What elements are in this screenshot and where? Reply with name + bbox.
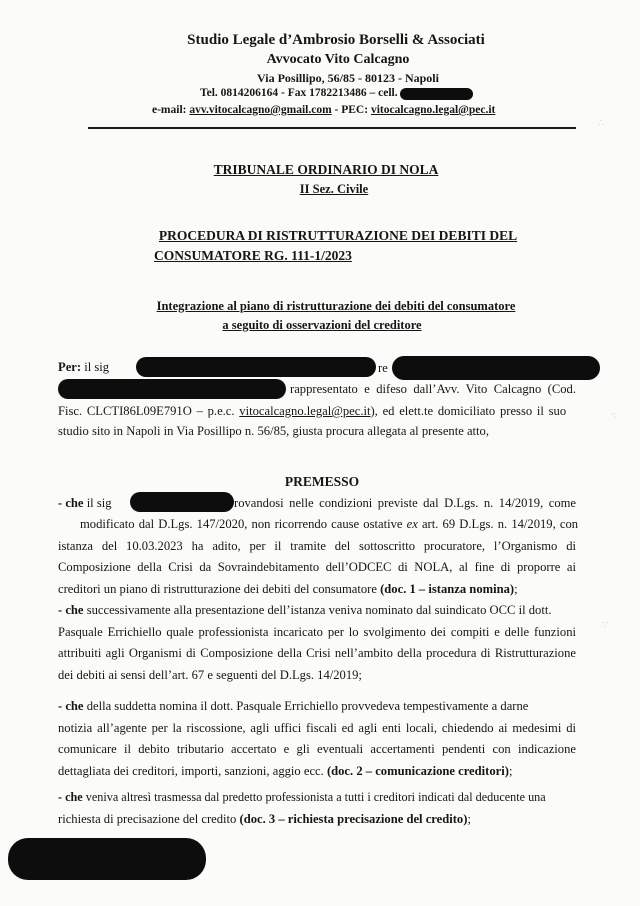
redaction-address	[58, 379, 286, 399]
redaction-residence	[392, 356, 600, 380]
court-section: II Sez. Civile	[299, 182, 369, 196]
parties-line3-a: Fisc. CLCTI86L09E791O – p.e.c.	[58, 404, 235, 418]
parties-line1-start	[58, 360, 109, 375]
p4-line2	[58, 812, 471, 827]
per-label: Per:	[58, 360, 82, 374]
premesso-heading: PREMESSO	[284, 474, 360, 489]
redaction-client-name-2	[130, 492, 234, 512]
doc2-ref: (doc. 2 – comunicazione creditori)	[326, 764, 509, 778]
p4-line2-c: ;	[467, 812, 471, 826]
procedure-title-line2: CONSUMATORE RG. 111-1/2023	[154, 248, 352, 263]
procedure-title-line1: PROCEDURA DI RISTRUTTURAZIONE DEI DEBITI DEL	[158, 228, 518, 243]
p2-line1-b: successivamente alla presentazione dell’istanza veniva nominato dal suindicato OCC il dott.	[86, 603, 552, 617]
redaction-footer	[8, 838, 206, 880]
p4-che: - che	[58, 790, 83, 804]
p1-il-sig: il sig	[86, 496, 112, 510]
firm-name: Studio Legale d’Ambrosio Borselli & Associati	[187, 32, 485, 48]
p1-line1-c: rovandosi nelle condizioni previste dal D.Lgs. n. 14/2019, come	[234, 496, 576, 510]
p2-line1	[58, 603, 551, 618]
p1-line5-a: creditori un piano di ristrutturazione dei debiti del consumatore	[58, 582, 377, 596]
email-label: e-mail:	[152, 104, 187, 116]
p3-line4	[58, 764, 512, 779]
p1-line2-ex: ex	[406, 517, 418, 531]
show-through-mark: ∵	[602, 620, 609, 631]
p3-line3: comunicare il debito tributario accertato e gli eventuali accertamenti pendenti con indicazione	[58, 742, 576, 756]
p1-line2-a: modificato dal D.Lgs. 147/2020, non ricorrendo cause ostative	[80, 517, 403, 531]
email-line	[152, 104, 495, 116]
doc3-ref: (doc. 3 – richiesta precisazione del credito)	[239, 812, 468, 826]
p1-line5-c: ;	[514, 582, 518, 596]
parties-line1-b: re	[378, 361, 388, 375]
p4-line2-a: richiesta di precisazione del credito	[58, 812, 237, 826]
p2-line4: dei debiti ai sensi dell’art. 67 e seguenti del D.Lgs. 14/2019;	[58, 668, 362, 682]
firm-phones: Tel. 0814206164 - Fax 1782213486 – cell.	[200, 87, 398, 99]
p4-line1	[58, 790, 588, 805]
redaction-client-name	[136, 357, 376, 377]
p2-line3: attribuiti agli Organismi di Composizione della Crisi nell’ambito della procedura di Ristrutturazione	[58, 646, 576, 660]
p3-line4-c: ;	[508, 764, 513, 778]
firm-address: Via Posillipo, 56/85 - 80123 - Napoli	[257, 71, 439, 85]
parties-line1-a: il sig	[84, 360, 110, 374]
p4-line1-b: veniva altresì trasmessa dal predetto professionista a tutti i creditori indicati dal deducente una	[85, 790, 546, 804]
p1-line2-b: art. 69 D.Lgs. n. 14/2019, con	[421, 517, 579, 531]
p1-che: - che	[58, 496, 84, 510]
subject-line1: Integrazione al piano di ristrutturazione dei debiti del consumatore	[156, 299, 516, 313]
p3-line1-b: della suddetta nomina il dott. Pasquale Errichiello provvedeva tempestivamente a darne	[86, 699, 529, 713]
parties-line2: rappresentato e difeso dall’Avv. Vito Calcagno (Cod.	[290, 382, 576, 396]
p3-line4-a: dettagliata dei creditori, importi, sanzioni, aggio ecc.	[58, 764, 324, 778]
redaction-phone	[400, 88, 473, 100]
pec-label: - PEC:	[334, 104, 369, 116]
p1-line2	[80, 517, 579, 532]
email-link[interactable]: avv.vitocalcagno@gmail.com	[189, 104, 332, 116]
doc1-ref: (doc. 1 – istanza nomina)	[380, 582, 515, 596]
p2-line2: Pasquale Errichiello quale professionista incaricato per lo svolgimento dei compiti e delle funzioni	[58, 625, 576, 639]
p3-che: - che	[58, 699, 84, 713]
pec-link[interactable]: vitocalcagno.legal@pec.it	[370, 104, 496, 116]
p3-line1	[58, 699, 528, 714]
court-name: TRIBUNALE ORDINARIO DI NOLA	[213, 162, 439, 177]
parties-line4: studio sito in Napoli in Via Posillipo n. 56/85, giusta procura allegata al presente atto,	[58, 424, 489, 438]
p3-line2: notizia all’agente per la riscossione, agli uffici fiscali ed agli enti locali, chiedendo ai medesimi di	[58, 721, 576, 735]
p1-line1-start	[58, 496, 112, 511]
p1-line3: istanza del 10.03.2023 ha adito, per il tramite del sottoscritto procuratore, l’Organismo di	[58, 539, 576, 553]
subject-line2: a seguito di osservazioni del creditore	[222, 318, 422, 332]
p1-line4: Composizione della Crisi da Sovraindebitamento dell’ODCEC di NOLA, al fine di proporre ai	[58, 560, 576, 574]
letterhead-divider	[88, 127, 576, 129]
parties-pec-link[interactable]: vitocalcagno.legal@pec.it	[239, 404, 371, 418]
p2-che: - che	[58, 603, 84, 617]
show-through-mark: ∴	[598, 118, 605, 129]
parties-line3	[58, 404, 576, 419]
parties-line3-b: ), ed elett.te domiciliato presso il suo	[370, 404, 567, 418]
show-through-mark: ·:	[610, 410, 617, 421]
lawyer-name: Avvocato Vito Calcagno	[266, 52, 410, 67]
p1-line5	[58, 582, 518, 597]
